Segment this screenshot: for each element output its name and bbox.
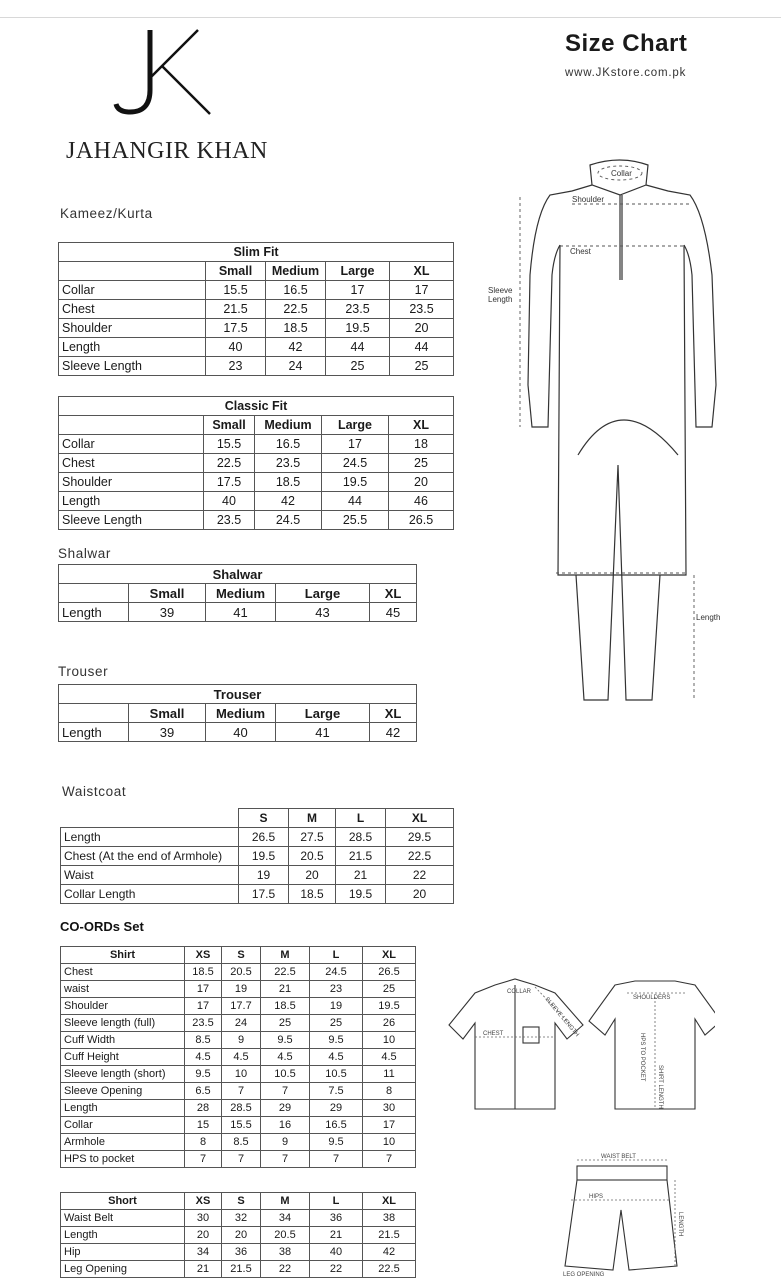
header-row	[59, 416, 454, 435]
row-label: Cuff Width	[61, 1032, 185, 1049]
table-row	[59, 603, 417, 622]
section-kameez-label: Kameez/Kurta	[60, 206, 153, 221]
table-row	[61, 964, 416, 981]
shorts-waist-label: WAIST BELT	[601, 1154, 636, 1160]
column-header: Small	[129, 584, 206, 603]
table-cell: 20.5	[261, 1227, 310, 1244]
table-row	[59, 435, 454, 454]
table-cell: 25	[389, 454, 454, 473]
column-header: XL	[363, 947, 416, 964]
website-url: www.JKstore.com.pk	[565, 67, 687, 79]
row-label: Waist	[61, 866, 239, 885]
header-row	[61, 947, 416, 964]
table-cell: 8	[363, 1083, 416, 1100]
table-cell: 17	[185, 981, 222, 998]
classic-fit-table	[58, 396, 454, 530]
table-cell: 26	[363, 1015, 416, 1032]
table-cell: 30	[185, 1210, 222, 1227]
table-cell: 15	[185, 1117, 222, 1134]
table-cell: 18.5	[289, 885, 336, 904]
column-header: M	[289, 809, 336, 828]
shirt-hps-label: HPS TO POCKET	[639, 1033, 645, 1082]
table-cell: 4.5	[310, 1049, 363, 1066]
table-row	[61, 1210, 416, 1227]
table-cell: 27.5	[289, 828, 336, 847]
table-cell: 26.5	[389, 511, 454, 530]
table-row	[59, 492, 454, 511]
table-cell: 20	[389, 473, 454, 492]
row-label: Length	[59, 492, 204, 511]
table-cell: 19	[222, 981, 261, 998]
row-label: Length	[59, 603, 129, 622]
table-cell: 30	[363, 1100, 416, 1117]
section-trouser-label: Trouser	[58, 664, 109, 679]
row-label: Length	[61, 1100, 185, 1117]
table-cell: 23.5	[185, 1015, 222, 1032]
table-cell: 22.5	[261, 964, 310, 981]
shorts-length-label: LENGTH	[677, 1212, 683, 1237]
table-cell: 28	[185, 1100, 222, 1117]
shoulder-label: Shoulder	[572, 195, 605, 204]
column-header: XS	[185, 1193, 222, 1210]
shirt-chest-label: CHEST	[483, 1031, 504, 1037]
row-label: Chest (At the end of Armhole)	[61, 847, 239, 866]
table-row	[61, 1117, 416, 1134]
table-cell: 32	[222, 1210, 261, 1227]
shirt-shoulder-label: SHOULDERS	[633, 995, 671, 1001]
table-cell: 44	[326, 338, 390, 357]
table-cell: 20	[289, 866, 336, 885]
table-row	[59, 300, 454, 319]
table-cell: 38	[261, 1244, 310, 1261]
row-label: Hip	[61, 1244, 185, 1261]
table-cell: 22.5	[266, 300, 326, 319]
table-cell: 9.5	[310, 1032, 363, 1049]
table-cell: 18	[389, 435, 454, 454]
table-cell: 29	[310, 1100, 363, 1117]
table-cell: 6.5	[185, 1083, 222, 1100]
table-cell: 29	[261, 1100, 310, 1117]
corner-cell	[59, 416, 204, 435]
table-cell: 10	[222, 1066, 261, 1083]
table-cell: 8.5	[222, 1134, 261, 1151]
column-header-label: Short	[61, 1193, 185, 1210]
table-cell: 23	[310, 981, 363, 998]
column-header: XL	[386, 809, 454, 828]
row-label: Chest	[61, 964, 185, 981]
table-cell: 10.5	[310, 1066, 363, 1083]
column-header: XL	[370, 704, 417, 723]
column-header: Medium	[206, 584, 276, 603]
column-header: XS	[185, 947, 222, 964]
table-cell: 40	[206, 338, 266, 357]
table-cell: 20.5	[222, 964, 261, 981]
table-cell: 22.5	[363, 1261, 416, 1278]
table-cell: 20	[386, 885, 454, 904]
table-cell: 20	[390, 319, 454, 338]
table-cell: 44	[390, 338, 454, 357]
table-cell: 9.5	[261, 1032, 310, 1049]
table-caption: Shalwar	[59, 565, 417, 584]
table-cell: 7.5	[310, 1083, 363, 1100]
column-header: Large	[276, 584, 370, 603]
page-title: Size Chart	[565, 30, 688, 57]
table-row	[59, 473, 454, 492]
table-cell: 7	[261, 1151, 310, 1168]
table-row	[61, 885, 454, 904]
column-header: S	[222, 1193, 261, 1210]
table-cell: 34	[185, 1244, 222, 1261]
table-cell: 25	[261, 1015, 310, 1032]
row-label: Sleeve Length	[59, 357, 206, 376]
table-cell: 22	[261, 1261, 310, 1278]
column-header: M	[261, 947, 310, 964]
table-cell: 11	[363, 1066, 416, 1083]
table-cell: 39	[129, 603, 206, 622]
table-row	[61, 1015, 416, 1032]
row-label: Waist Belt	[61, 1210, 185, 1227]
table-cell: 39	[129, 723, 206, 742]
section-waistcoat-label: Waistcoat	[62, 784, 127, 799]
waistcoat-table	[60, 808, 454, 904]
corner-cell	[59, 704, 129, 723]
row-label: Cuff Height	[61, 1049, 185, 1066]
table-cell: 10.5	[261, 1066, 310, 1083]
table-caption: Slim Fit	[59, 243, 454, 262]
header-row	[59, 704, 417, 723]
shirt-length-label: SHIRT LENGTH	[657, 1065, 663, 1109]
row-label: Length	[59, 338, 206, 357]
column-header: Large	[322, 416, 389, 435]
table-cell: 21	[310, 1227, 363, 1244]
table-row	[61, 1244, 416, 1261]
table-row	[61, 847, 454, 866]
table-cell: 23.5	[326, 300, 390, 319]
corner-cell	[61, 809, 239, 828]
table-cell: 23.5	[390, 300, 454, 319]
section-shalwar-label: Shalwar	[58, 546, 111, 561]
coords-short-table	[60, 1192, 416, 1278]
table-cell: 4.5	[261, 1049, 310, 1066]
row-label: HPS to pocket	[61, 1151, 185, 1168]
table-row	[59, 723, 417, 742]
column-header: L	[310, 1193, 363, 1210]
row-label: Shoulder	[61, 998, 185, 1015]
table-row	[61, 1083, 416, 1100]
shorts-illustration	[555, 1150, 685, 1278]
table-cell: 7	[261, 1083, 310, 1100]
table-row	[59, 454, 454, 473]
brand-name: JAHANGIR KHAN	[66, 138, 268, 164]
column-header-label: Shirt	[61, 947, 185, 964]
row-label: Armhole	[61, 1134, 185, 1151]
row-label: Leg Opening	[61, 1261, 185, 1278]
table-cell: 26.5	[239, 828, 289, 847]
table-cell: 16.5	[255, 435, 322, 454]
column-header: XL	[370, 584, 417, 603]
table-cell: 17.5	[239, 885, 289, 904]
shorts-hips-label: HIPS	[589, 1194, 604, 1200]
table-cell: 46	[389, 492, 454, 511]
table-cell: 15.5	[222, 1117, 261, 1134]
column-header: S	[239, 809, 289, 828]
table-cell: 23	[206, 357, 266, 376]
row-label: waist	[61, 981, 185, 998]
column-header: L	[310, 947, 363, 964]
table-cell: 16.5	[310, 1117, 363, 1134]
sleeve-label-2: Length	[488, 295, 513, 304]
row-label: Length	[61, 828, 239, 847]
table-row	[61, 1151, 416, 1168]
length-label: Length	[696, 613, 721, 622]
table-cell: 21	[185, 1261, 222, 1278]
table-cell: 28.5	[336, 828, 386, 847]
kurta-shalwar-illustration	[480, 155, 740, 705]
table-cell: 7	[222, 1083, 261, 1100]
table-cell: 25	[390, 357, 454, 376]
row-label: Chest	[59, 300, 206, 319]
table-row	[61, 1227, 416, 1244]
table-cell: 21	[336, 866, 386, 885]
table-cell: 19.5	[239, 847, 289, 866]
table-cell: 18.5	[185, 964, 222, 981]
row-label: Chest	[59, 454, 204, 473]
table-cell: 40	[206, 723, 276, 742]
header-row	[59, 262, 454, 281]
column-header: Small	[206, 262, 266, 281]
row-label: Length	[61, 1227, 185, 1244]
corner-cell	[59, 262, 206, 281]
shalwar-table	[58, 564, 417, 622]
table-cell: 38	[363, 1210, 416, 1227]
table-cell: 41	[276, 723, 370, 742]
row-label: Length	[59, 723, 129, 742]
table-cell: 17	[390, 281, 454, 300]
table-cell: 23.5	[204, 511, 255, 530]
table-cell: 10	[363, 1032, 416, 1049]
table-cell: 19	[239, 866, 289, 885]
table-cell: 18.5	[266, 319, 326, 338]
column-header: L	[336, 809, 386, 828]
table-cell: 42	[370, 723, 417, 742]
table-row	[61, 866, 454, 885]
table-cell: 28.5	[222, 1100, 261, 1117]
table-cell: 24.5	[322, 454, 389, 473]
table-cell: 20	[185, 1227, 222, 1244]
corner-cell	[59, 584, 129, 603]
table-cell: 8.5	[185, 1032, 222, 1049]
table-cell: 8	[185, 1134, 222, 1151]
column-header: XL	[389, 416, 454, 435]
table-cell: 15.5	[204, 435, 255, 454]
row-label: Collar	[59, 281, 206, 300]
table-row	[59, 357, 454, 376]
table-cell: 21.5	[206, 300, 266, 319]
trouser-table	[58, 684, 417, 742]
table-caption: Classic Fit	[59, 397, 454, 416]
table-row	[61, 981, 416, 998]
table-cell: 21	[261, 981, 310, 998]
shorts-leg-label: LEG OPENING	[563, 1272, 605, 1278]
column-header: Medium	[266, 262, 326, 281]
column-header: XL	[390, 262, 454, 281]
table-cell: 40	[204, 492, 255, 511]
table-cell: 23.5	[255, 454, 322, 473]
table-cell: 7	[363, 1151, 416, 1168]
table-cell: 45	[370, 603, 417, 622]
collar-label: Collar	[611, 169, 632, 178]
column-header: Large	[326, 262, 390, 281]
table-cell: 24.5	[310, 964, 363, 981]
chest-label: Chest	[570, 247, 591, 256]
row-label: Shoulder	[59, 473, 204, 492]
row-label: Shoulder	[59, 319, 206, 338]
table-cell: 19.5	[322, 473, 389, 492]
table-cell: 19.5	[336, 885, 386, 904]
table-cell: 25	[310, 1015, 363, 1032]
row-label: Sleeve Length	[59, 511, 204, 530]
table-cell: 21.5	[222, 1261, 261, 1278]
column-header: S	[222, 947, 261, 964]
shirt-collar-label: COLLAR	[507, 989, 532, 995]
table-row	[61, 998, 416, 1015]
section-coords-label: CO-ORDs Set	[60, 919, 144, 934]
table-cell: 34	[261, 1210, 310, 1227]
table-cell: 9.5	[310, 1134, 363, 1151]
table-cell: 15.5	[206, 281, 266, 300]
header-row	[61, 1193, 416, 1210]
table-cell: 22.5	[204, 454, 255, 473]
table-row	[61, 828, 454, 847]
sleeve-label-1: Sleeve	[488, 286, 513, 295]
table-row	[59, 319, 454, 338]
table-cell: 19	[310, 998, 363, 1015]
table-row	[61, 1261, 416, 1278]
table-cell: 10	[363, 1134, 416, 1151]
table-cell: 44	[322, 492, 389, 511]
row-label: Collar	[61, 1117, 185, 1134]
table-cell: 17.5	[206, 319, 266, 338]
table-cell: 9	[261, 1134, 310, 1151]
column-header: Large	[276, 704, 370, 723]
table-row	[59, 511, 454, 530]
table-cell: 9.5	[185, 1066, 222, 1083]
table-cell: 17	[322, 435, 389, 454]
table-caption: Trouser	[59, 685, 417, 704]
table-row	[61, 1100, 416, 1117]
table-cell: 19.5	[326, 319, 390, 338]
table-cell: 21.5	[363, 1227, 416, 1244]
slim-fit-table	[58, 242, 454, 376]
header-row	[61, 809, 454, 828]
column-header: XL	[363, 1193, 416, 1210]
table-row	[59, 338, 454, 357]
table-cell: 26.5	[363, 964, 416, 981]
table-cell: 17.5	[204, 473, 255, 492]
row-label: Sleeve length (full)	[61, 1015, 185, 1032]
table-cell: 25	[326, 357, 390, 376]
table-cell: 40	[310, 1244, 363, 1261]
table-cell: 24	[266, 357, 326, 376]
table-cell: 7	[222, 1151, 261, 1168]
row-label: Collar Length	[61, 885, 239, 904]
table-row	[61, 1134, 416, 1151]
shirt-illustration	[445, 975, 715, 1115]
column-header: Medium	[206, 704, 276, 723]
table-cell: 7	[185, 1151, 222, 1168]
column-header: Small	[204, 416, 255, 435]
table-cell: 22.5	[386, 847, 454, 866]
column-header: M	[261, 1193, 310, 1210]
table-row	[61, 1032, 416, 1049]
table-cell: 25.5	[322, 511, 389, 530]
table-cell: 16	[261, 1117, 310, 1134]
row-label: Sleeve length (short)	[61, 1066, 185, 1083]
table-row	[61, 1049, 416, 1066]
table-cell: 17	[185, 998, 222, 1015]
table-cell: 4.5	[222, 1049, 261, 1066]
row-label: Sleeve Opening	[61, 1083, 185, 1100]
table-cell: 18.5	[255, 473, 322, 492]
table-cell: 17	[326, 281, 390, 300]
coords-shirt-table	[60, 946, 416, 1168]
table-cell: 21.5	[336, 847, 386, 866]
table-cell: 19.5	[363, 998, 416, 1015]
table-cell: 25	[363, 981, 416, 998]
table-cell: 9	[222, 1032, 261, 1049]
table-cell: 24.5	[255, 511, 322, 530]
jk-logo	[100, 28, 230, 120]
column-header: Small	[129, 704, 206, 723]
table-row	[59, 281, 454, 300]
table-cell: 42	[363, 1244, 416, 1261]
table-cell: 4.5	[185, 1049, 222, 1066]
table-cell: 7	[310, 1151, 363, 1168]
table-cell: 4.5	[363, 1049, 416, 1066]
table-cell: 36	[222, 1244, 261, 1261]
table-cell: 17.7	[222, 998, 261, 1015]
table-cell: 20.5	[289, 847, 336, 866]
table-cell: 43	[276, 603, 370, 622]
table-cell: 42	[266, 338, 326, 357]
table-cell: 24	[222, 1015, 261, 1032]
table-cell: 42	[255, 492, 322, 511]
shirt-sleeve-label: SLEEVE LENGTH	[543, 996, 580, 1039]
table-cell: 22	[310, 1261, 363, 1278]
top-divider	[0, 17, 781, 18]
table-cell: 17	[363, 1117, 416, 1134]
table-row	[61, 1066, 416, 1083]
table-cell: 36	[310, 1210, 363, 1227]
table-cell: 18.5	[261, 998, 310, 1015]
table-cell: 22	[386, 866, 454, 885]
header-row	[59, 584, 417, 603]
table-cell: 29.5	[386, 828, 454, 847]
table-cell: 16.5	[266, 281, 326, 300]
table-cell: 20	[222, 1227, 261, 1244]
column-header: Medium	[255, 416, 322, 435]
table-cell: 41	[206, 603, 276, 622]
row-label: Collar	[59, 435, 204, 454]
